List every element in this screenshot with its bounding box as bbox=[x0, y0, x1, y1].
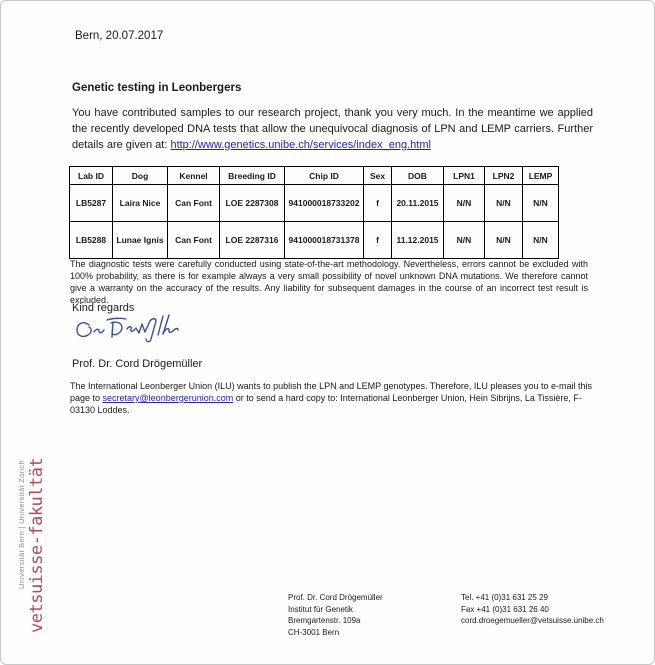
cell-breeding-id: LOE 2287308 bbox=[220, 185, 285, 222]
footer-address-line: Prof. Dr. Cord Drögemüller bbox=[288, 593, 383, 602]
footer-address-line: CH-3001 Bern bbox=[288, 627, 340, 637]
genetics-services-link[interactable]: http://www.genetics.unibe.ch/services/index_eng.html bbox=[170, 139, 431, 151]
ilu-note-text-1: The International Leonberger Union (ILU) wants to publish the LPN and LEMP genotypes. Therefore, ILU pleases you to e-mail this page to bbox=[70, 381, 592, 403]
table-row bbox=[70, 222, 559, 259]
cell-chip-id: 941000018733202 bbox=[285, 185, 364, 222]
cell-chip-id: 941000018731378 bbox=[285, 222, 364, 259]
col-header-kennel: Kennel bbox=[168, 167, 220, 185]
footer-address-line: Bremgartenstr. 109a bbox=[288, 616, 361, 625]
col-header-lab-id: Lab ID bbox=[70, 167, 113, 185]
intro-text: You have contributed samples to our research project, thank you very much. In the meantime we applied the recently developed DNA tests that allow the unequivocal diagnosis of LPN and LEMP carriers. Further details are given at: bbox=[72, 107, 593, 151]
sidebar-vetsuisse-wordmark: vetsuisse-fakultät bbox=[27, 457, 47, 633]
letter-date: Bern, 20.07.2017 bbox=[75, 30, 164, 42]
cell-sex: f bbox=[364, 222, 392, 259]
col-header-dog: Dog bbox=[113, 167, 168, 185]
cell-kennel: Can Font bbox=[168, 185, 220, 222]
table-header-row bbox=[70, 167, 559, 185]
footer-address-block bbox=[288, 592, 383, 638]
cell-dob: 11.12.2015 bbox=[392, 222, 444, 259]
intro-paragraph bbox=[72, 105, 593, 153]
footer-email: cord.droegemueller@vetsuisse.unibe.ch bbox=[461, 616, 604, 625]
cell-lab-id: LB5288 bbox=[70, 222, 113, 259]
col-header-lpn2: LPN2 bbox=[485, 167, 523, 185]
cell-kennel: Can Font bbox=[168, 222, 220, 259]
handwritten-signature bbox=[73, 311, 198, 351]
secretary-email-link[interactable]: secretary@leonbergerunion.com bbox=[102, 393, 234, 403]
cell-lab-id: LB5287 bbox=[70, 185, 113, 222]
ilu-note-text-2: or to send a hard copy to: International Leonberger Union, Hein Sibrijns, La Tissière, F-03130 Loddes. bbox=[70, 393, 582, 415]
cell-lpn1: N/N bbox=[444, 185, 485, 222]
cell-lemp: N/N bbox=[523, 222, 559, 259]
footer-contact-block bbox=[461, 592, 604, 627]
disclaimer-paragraph: The diagnostic tests were carefully conducted using state-of-the-art methodology. Nevertheless, errors cannot be excluded with 100% probability, as there is for example always a very small possibility of novel unknown DNA mutations. We therefore cannot give a warranty on the accuracy of the results. Any liability for subsequent damages in the course of an incorrect test result is excluded. bbox=[70, 259, 588, 305]
cell-lpn2: N/N bbox=[485, 185, 523, 222]
col-header-breeding-id: Breeding ID bbox=[220, 167, 285, 185]
cell-breeding-id: LOE 2287316 bbox=[220, 222, 285, 259]
footer-phone: Tel. +41 (0)31 631 25 29 bbox=[461, 593, 548, 602]
ilu-note-paragraph bbox=[70, 380, 598, 416]
col-header-sex: Sex bbox=[364, 167, 392, 185]
cell-lpn1: N/N bbox=[444, 222, 485, 259]
table-row bbox=[70, 185, 559, 222]
sidebar-university-affiliation: Universität Bern | Universität Zürich bbox=[17, 460, 26, 589]
cell-dob: 20.11.2015 bbox=[392, 185, 444, 222]
cell-dog: Lunae Ignis bbox=[113, 222, 168, 259]
col-header-dob: DOB bbox=[392, 167, 444, 185]
cell-lemp: N/N bbox=[523, 185, 559, 222]
cell-lpn2: N/N bbox=[485, 222, 523, 259]
genotype-results-table bbox=[69, 166, 559, 259]
signer-name: Prof. Dr. Cord Drögemüller bbox=[72, 358, 203, 370]
closing-salutation: Kind regards bbox=[72, 302, 135, 314]
col-header-lemp: LEMP bbox=[523, 167, 559, 185]
col-header-chip-id: Chip ID bbox=[285, 167, 364, 185]
footer-fax: Fax +41 (0)31 631 26 40 bbox=[461, 604, 549, 614]
letter-heading: Genetic testing in Leonbergers bbox=[72, 82, 242, 94]
footer-address-line: Institut für Genetik bbox=[288, 604, 353, 614]
col-header-lpn1: LPN1 bbox=[444, 167, 485, 185]
cell-sex: f bbox=[364, 185, 392, 222]
signature-ink bbox=[77, 315, 178, 342]
cell-dog: Laira Nice bbox=[113, 185, 168, 222]
